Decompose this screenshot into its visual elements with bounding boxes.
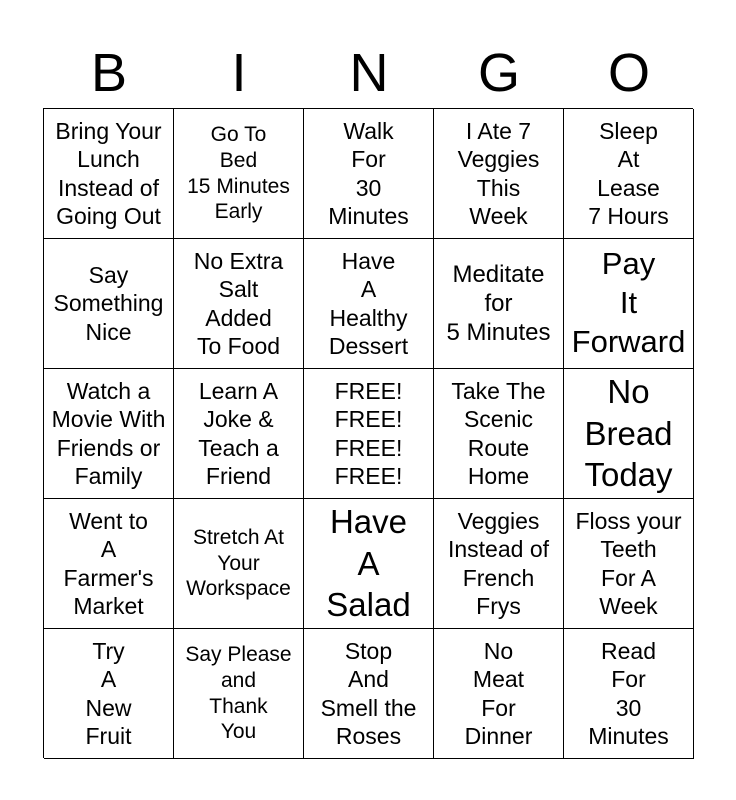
cell-text: Sleep At Lease 7 Hours [588, 118, 669, 229]
cell-text: Learn A Joke & Teach a Friend [198, 378, 279, 489]
bingo-cell[interactable] [434, 629, 564, 759]
bingo-cell[interactable] [304, 109, 434, 239]
bingo-cell[interactable] [44, 369, 174, 499]
bingo-cell[interactable] [304, 499, 434, 629]
cell-text: Floss your Teeth For A Week [575, 508, 682, 619]
cell-text: Take The Scenic Route Home [451, 378, 546, 489]
cell-text: FREE! FREE! FREE! FREE! [334, 378, 403, 489]
free-space-cell[interactable] [304, 369, 434, 499]
bingo-cell[interactable] [304, 629, 434, 759]
cell-text: Watch a Movie With Friends or Family [51, 378, 166, 489]
cell-text: Have A Salad [326, 502, 411, 624]
bingo-cell[interactable] [564, 369, 694, 499]
cell-text: Veggies Instead of French Frys [447, 508, 550, 619]
bingo-cell[interactable] [434, 499, 564, 629]
cell-text: No Extra Salt Added To Food [193, 248, 284, 359]
cell-text: Meditate for 5 Minutes [446, 260, 551, 347]
cell-text: Read For 30 Minutes [588, 638, 669, 749]
header-letter-i: I [231, 43, 247, 103]
cell-text: No Bread Today [584, 372, 673, 494]
cell-text: Walk For 30 Minutes [328, 118, 409, 229]
cell-text: Bring Your Lunch Instead of Going Out [55, 118, 162, 229]
header-letter-g: G [477, 43, 520, 103]
bingo-cell[interactable] [44, 499, 174, 629]
bingo-cell[interactable] [174, 239, 304, 369]
cell-text: Have A Healthy Dessert [328, 248, 409, 359]
bingo-cell[interactable] [564, 239, 694, 369]
cell-text: Say Please and Thank You [185, 643, 292, 744]
cell-text: No Meat For Dinner [464, 638, 533, 749]
cell-text: Went to A Farmer's Market [63, 508, 154, 619]
cell-text: Go To Bed 15 Minutes Early [187, 123, 290, 224]
bingo-cell[interactable] [44, 109, 174, 239]
bingo-cell[interactable] [564, 629, 694, 759]
bingo-cell[interactable] [434, 239, 564, 369]
header-letter-b: B [90, 43, 128, 103]
bingo-cell[interactable] [44, 629, 174, 759]
cell-text: Say Something Nice [53, 262, 164, 345]
bingo-cell[interactable] [434, 369, 564, 499]
bingo-cell[interactable] [434, 109, 564, 239]
bingo-cell[interactable] [44, 239, 174, 369]
bingo-cell[interactable] [564, 109, 694, 239]
bingo-cell[interactable] [304, 239, 434, 369]
bingo-cell[interactable] [564, 499, 694, 629]
cell-text: I Ate 7 Veggies This Week [457, 118, 540, 229]
cell-text: Stop And Smell the Roses [320, 638, 417, 749]
header-letter-o: O [607, 43, 650, 103]
cell-text: Try A New Fruit [85, 638, 132, 749]
header-letter-n: N [349, 43, 389, 103]
cell-text: Stretch At Your Workspace [186, 526, 291, 601]
bingo-cell[interactable] [174, 369, 304, 499]
bingo-header [44, 40, 694, 106]
cell-text: Pay It Forward [571, 246, 686, 359]
bingo-cell[interactable] [174, 629, 304, 759]
bingo-board [43, 108, 693, 758]
bingo-cell[interactable] [174, 109, 304, 239]
bingo-cell[interactable] [174, 499, 304, 629]
